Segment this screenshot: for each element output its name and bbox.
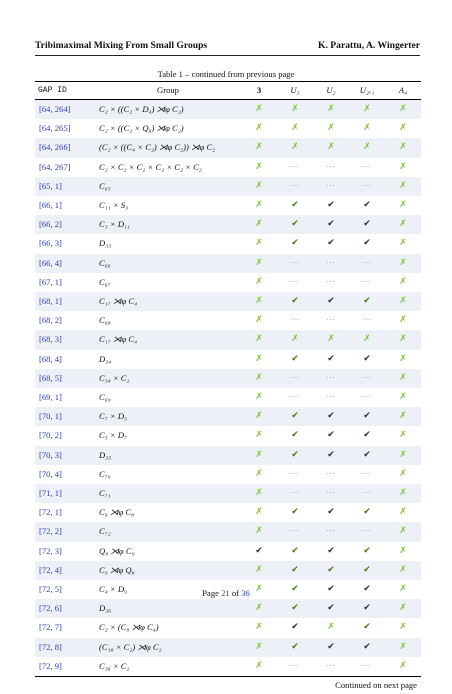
cross-icon: ✗ <box>241 254 277 273</box>
table-row <box>35 599 421 618</box>
ellipsis-icon: ··· <box>290 162 300 171</box>
cross-icon: ✗ <box>241 638 277 657</box>
check-icon: ✔ <box>363 622 371 633</box>
check-icon: ✔ <box>277 638 313 657</box>
table-row <box>35 561 421 580</box>
cross-icon: ✗ <box>255 276 263 287</box>
group-name: C₂ × (C₉ ⋊φ C₄) <box>99 622 159 633</box>
ellipsis-icon: ··· <box>326 162 336 171</box>
gap-id-link[interactable]: [64, 265] <box>39 123 71 134</box>
group-name: C₃₄ × C₂ <box>95 369 241 388</box>
cross-icon: ✗ <box>385 407 421 426</box>
ellipsis-icon: ··· <box>290 661 300 670</box>
cross-icon: ✗ <box>349 330 385 349</box>
cross-icon: ✗ <box>399 584 407 595</box>
table-row <box>35 465 421 484</box>
cross-icon: ✗ <box>399 468 407 479</box>
ellipsis-icon: ··· <box>277 522 313 541</box>
group-name: C₅ × D₇ <box>99 430 128 441</box>
ellipsis-icon: ··· <box>313 177 349 196</box>
check-icon: ✔ <box>277 215 313 234</box>
group-name: (C₁₈ × C₂) ⋊φ C₂ <box>95 638 241 657</box>
cross-icon: ✗ <box>241 484 277 503</box>
check-icon: ✔ <box>327 507 335 518</box>
table-header-row <box>35 82 421 100</box>
cross-icon: ✗ <box>241 138 277 157</box>
col-a4: A₄ <box>385 82 421 100</box>
check-icon: ✔ <box>277 599 313 618</box>
cross-icon: ✗ <box>385 638 421 657</box>
group-name: C₇₀ <box>99 468 111 479</box>
table-row <box>35 407 421 426</box>
check-icon: ✔ <box>363 545 371 556</box>
cross-icon: ✗ <box>385 215 421 234</box>
ellipsis-icon: ··· <box>349 484 385 503</box>
group-name: C₁₁ × S₃ <box>99 200 129 211</box>
gap-id-link[interactable]: [72, 6] <box>35 599 95 618</box>
gap-id-link[interactable]: [68, 4] <box>39 353 62 364</box>
cross-icon: ✗ <box>255 200 263 211</box>
col-3: 3 <box>241 82 277 100</box>
check-icon: ✔ <box>363 430 371 441</box>
gap-id-link[interactable]: [65, 1] <box>35 177 95 196</box>
cross-icon: ✗ <box>313 138 349 157</box>
cross-icon: ✗ <box>399 315 407 326</box>
ellipsis-icon: ··· <box>277 369 313 388</box>
ellipsis-icon: ··· <box>277 254 313 273</box>
check-icon: ✔ <box>327 238 335 249</box>
cross-icon: ✗ <box>399 276 407 287</box>
group-name: C₁₇ ⋊φ C₄ <box>95 330 241 349</box>
cross-icon: ✗ <box>241 407 277 426</box>
cross-icon: ✗ <box>385 330 421 349</box>
cross-icon: ✗ <box>385 138 421 157</box>
gap-id-link[interactable]: [72, 1] <box>39 507 62 518</box>
table-row <box>35 350 421 369</box>
cross-icon: ✗ <box>277 138 313 157</box>
cross-icon: ✗ <box>277 100 313 120</box>
cross-icon: ✗ <box>385 177 421 196</box>
cross-icon: ✗ <box>255 468 263 479</box>
cross-icon: ✗ <box>385 100 421 120</box>
running-header <box>35 40 420 56</box>
gap-id-link[interactable]: [68, 1] <box>35 292 95 311</box>
table-row <box>35 426 421 445</box>
cross-icon: ✗ <box>291 123 299 134</box>
cross-icon: ✗ <box>399 545 407 556</box>
cross-icon: ✗ <box>327 622 335 633</box>
cross-icon: ✗ <box>241 330 277 349</box>
table-row <box>35 484 421 503</box>
cross-icon: ✗ <box>399 123 407 134</box>
table-row <box>35 254 421 273</box>
page-total[interactable]: 36 <box>241 588 250 598</box>
cross-icon: ✗ <box>399 660 407 671</box>
table-row <box>35 503 421 522</box>
gap-id-link[interactable]: [72, 8] <box>35 638 95 657</box>
check-icon: ✔ <box>313 638 349 657</box>
check-icon: ✔ <box>277 292 313 311</box>
gap-id-link[interactable]: [66, 3] <box>39 238 62 249</box>
gap-id-link[interactable]: [66, 4] <box>35 254 95 273</box>
table-row <box>35 369 421 388</box>
cross-icon: ✗ <box>399 430 407 441</box>
gap-id-link[interactable]: [66, 1] <box>39 200 62 211</box>
check-icon: ✔ <box>363 200 371 211</box>
check-icon: ✔ <box>277 407 313 426</box>
check-icon: ✔ <box>349 561 385 580</box>
gap-id-link[interactable]: [68, 2] <box>39 315 62 326</box>
footer-of: of <box>229 588 242 598</box>
check-icon: ✔ <box>313 446 349 465</box>
cross-icon: ✗ <box>399 238 407 249</box>
ellipsis-icon: ··· <box>290 277 300 286</box>
gap-id-link[interactable]: [72, 2] <box>35 522 95 541</box>
gap-id-link[interactable]: [72, 3] <box>39 545 62 556</box>
check-icon: ✔ <box>313 599 349 618</box>
table-row <box>35 311 421 330</box>
ellipsis-icon: ··· <box>290 393 300 402</box>
check-icon: ✔ <box>313 407 349 426</box>
check-icon: ✔ <box>327 545 335 556</box>
group-name: C₃ × D₁₁ <box>95 215 241 234</box>
group-name: C₉ ⋊φ Q₈ <box>95 561 241 580</box>
cross-icon: ✗ <box>385 254 421 273</box>
check-icon: ✔ <box>363 584 371 595</box>
gap-id-link[interactable]: [64, 264] <box>35 100 95 120</box>
check-icon: ✔ <box>291 545 299 556</box>
check-icon: ✔ <box>363 238 371 249</box>
cross-icon: ✗ <box>255 161 263 172</box>
ellipsis-icon: ··· <box>326 277 336 286</box>
header-rule <box>35 55 420 56</box>
ellipsis-icon: ··· <box>326 661 336 670</box>
ellipsis-icon: ··· <box>362 393 372 402</box>
gap-id-link[interactable]: [70, 1] <box>35 407 95 426</box>
cross-icon: ✗ <box>255 353 263 364</box>
table-row <box>35 100 421 120</box>
gap-id-link[interactable]: [70, 2] <box>39 430 62 441</box>
cross-icon: ✗ <box>385 484 421 503</box>
ellipsis-icon: ··· <box>326 469 336 478</box>
cross-icon: ✗ <box>399 200 407 211</box>
cross-icon: ✗ <box>241 100 277 120</box>
group-name: C₆₆ <box>95 254 241 273</box>
check-icon: ✔ <box>327 200 335 211</box>
cross-icon: ✗ <box>255 584 263 595</box>
check-icon: ✔ <box>291 430 299 441</box>
group-name: C₂ × C₂ × C₂ × C₂ × C₂ × C₂ <box>99 161 202 172</box>
group-name: C₆₈ <box>99 315 111 326</box>
group-name: C₆₅ <box>95 177 241 196</box>
cross-icon: ✗ <box>241 599 277 618</box>
cross-icon: ✗ <box>277 330 313 349</box>
continued-row <box>35 677 421 694</box>
check-icon: ✔ <box>363 507 371 518</box>
cross-icon: ✗ <box>313 100 349 120</box>
cross-icon: ✗ <box>241 561 277 580</box>
check-icon: ✔ <box>291 584 299 595</box>
check-icon: ✔ <box>363 353 371 364</box>
group-name: C₇ × D₅ <box>95 407 241 426</box>
check-icon: ✔ <box>349 407 385 426</box>
cross-icon: ✗ <box>385 369 421 388</box>
check-icon: ✔ <box>291 622 299 633</box>
ellipsis-icon: ··· <box>362 661 372 670</box>
gap-id-link[interactable]: [70, 4] <box>39 468 62 479</box>
gap-id-link[interactable]: [64, 266] <box>35 138 95 157</box>
cross-icon: ✗ <box>385 599 421 618</box>
check-icon: ✔ <box>349 638 385 657</box>
table-row <box>35 542 421 561</box>
check-icon: ✔ <box>349 292 385 311</box>
table-row <box>35 196 421 215</box>
ellipsis-icon: ··· <box>349 369 385 388</box>
cross-icon: ✗ <box>385 292 421 311</box>
table-row <box>35 215 421 234</box>
ellipsis-icon: ··· <box>349 254 385 273</box>
cross-icon: ✗ <box>241 522 277 541</box>
check-icon: ✔ <box>277 561 313 580</box>
group-name: C₇₁ <box>95 484 241 503</box>
cross-icon: ✗ <box>255 622 263 633</box>
check-icon: ✔ <box>313 561 349 580</box>
group-name: C₇₂ <box>95 522 241 541</box>
cross-icon: ✗ <box>255 392 263 403</box>
group-name: D₃₆ <box>95 599 241 618</box>
cross-icon: ✗ <box>255 238 263 249</box>
table-row <box>35 158 421 177</box>
footer-prefix: Page <box>202 588 222 598</box>
table-row <box>35 618 421 637</box>
cross-icon: ✗ <box>385 446 421 465</box>
check-icon: ✔ <box>291 238 299 249</box>
table-row <box>35 273 421 292</box>
col-gap-id: GAP ID <box>35 82 95 100</box>
ellipsis-icon: ··· <box>349 177 385 196</box>
check-icon: ✔ <box>291 200 299 211</box>
gap-id-link[interactable]: [67, 1] <box>39 276 62 287</box>
gap-id-link[interactable]: [71, 1] <box>35 484 95 503</box>
check-icon: ✔ <box>349 446 385 465</box>
gap-id-link[interactable]: [64, 267] <box>39 161 71 172</box>
cross-icon: ✗ <box>255 315 263 326</box>
check-icon: ✔ <box>327 430 335 441</box>
group-name: C₂ × ((C₂ × Q₈) ⋊φ C₂) <box>99 123 184 134</box>
gap-id-link[interactable]: [72, 5] <box>39 584 62 595</box>
cross-icon: ✗ <box>399 392 407 403</box>
ellipsis-icon: ··· <box>313 484 349 503</box>
table-caption: Table 1 – continued from previous page <box>157 69 295 79</box>
cross-icon: ✗ <box>255 660 263 671</box>
gap-id-link[interactable]: [72, 9] <box>39 660 62 671</box>
cross-icon: ✗ <box>399 161 407 172</box>
cross-icon: ✗ <box>241 215 277 234</box>
group-name: C₂ × ((C₂ × D₄) ⋊φ C₂) <box>95 100 241 120</box>
table-row <box>35 138 421 157</box>
table-row <box>35 292 421 311</box>
ellipsis-icon: ··· <box>313 369 349 388</box>
group-name: D₃₄ <box>99 353 112 364</box>
gap-id-link[interactable]: [68, 3] <box>35 330 95 349</box>
check-icon: ✔ <box>349 215 385 234</box>
check-icon: ✔ <box>327 584 335 595</box>
gap-id-link[interactable]: [69, 1] <box>39 392 62 403</box>
continued-note: Continued on next page <box>35 677 421 694</box>
ellipsis-icon: ··· <box>290 469 300 478</box>
ellipsis-icon: ··· <box>290 316 300 325</box>
col-u3: U₃ <box>277 82 313 100</box>
col-group: Group <box>95 82 241 100</box>
ellipsis-icon: ··· <box>349 522 385 541</box>
cross-icon: ✗ <box>241 446 277 465</box>
header-authors: K. Parattu, A. Wingerter <box>318 40 420 51</box>
gap-id-link[interactable]: [70, 3] <box>35 446 95 465</box>
ellipsis-icon: ··· <box>277 177 313 196</box>
ellipsis-icon: ··· <box>313 254 349 273</box>
cross-icon: ✗ <box>327 123 335 134</box>
cross-icon: ✗ <box>241 292 277 311</box>
group-name: C₉ ⋊φ C₈ <box>99 507 135 518</box>
group-name: C₁₇ ⋊φ C₄ <box>95 292 241 311</box>
cross-icon: ✗ <box>255 507 263 518</box>
ellipsis-icon: ··· <box>362 316 372 325</box>
ellipsis-icon: ··· <box>277 484 313 503</box>
table-row <box>35 638 421 657</box>
group-name: C₆₉ <box>99 392 111 403</box>
table-row <box>35 657 421 677</box>
ellipsis-icon: ··· <box>313 522 349 541</box>
page-number[interactable]: 21 <box>221 588 230 598</box>
cross-icon: ✗ <box>313 330 349 349</box>
cross-icon: ✗ <box>399 353 407 364</box>
ellipsis-icon: ··· <box>326 316 336 325</box>
cross-icon: ✗ <box>349 100 385 120</box>
cross-icon: ✗ <box>385 522 421 541</box>
ellipsis-icon: ··· <box>362 469 372 478</box>
check-icon: ✔ <box>277 446 313 465</box>
check-icon: ✔ <box>327 353 335 364</box>
check-icon: ✔ <box>291 507 299 518</box>
cross-icon: ✗ <box>349 138 385 157</box>
table-row <box>35 388 421 407</box>
group-name: D₃₃ <box>99 238 112 249</box>
table-row <box>35 330 421 349</box>
table-row <box>35 522 421 541</box>
cross-icon: ✗ <box>399 507 407 518</box>
check-icon: ✔ <box>349 599 385 618</box>
check-icon: ✔ <box>291 353 299 364</box>
col-u2: U₂ <box>313 82 349 100</box>
cross-icon: ✗ <box>255 123 263 134</box>
cross-icon: ✗ <box>399 622 407 633</box>
cross-icon: ✗ <box>363 123 371 134</box>
ellipsis-icon: ··· <box>362 162 372 171</box>
table-row <box>35 234 421 253</box>
table-row <box>35 446 421 465</box>
group-name: C₃₆ × C₂ <box>99 660 130 671</box>
cross-icon: ✗ <box>255 430 263 441</box>
group-name: D₃₅ <box>95 446 241 465</box>
header-title: Tribimaximal Mixing From Small Groups <box>35 40 208 51</box>
group-name: C₆₇ <box>99 276 111 287</box>
check-icon: ✔ <box>313 292 349 311</box>
cross-icon: ✗ <box>241 369 277 388</box>
ellipsis-icon: ··· <box>362 277 372 286</box>
group-name: Q₈ ⋊φ C₉ <box>99 545 135 556</box>
check-icon: ✔ <box>313 215 349 234</box>
table-row <box>35 177 421 196</box>
page-footer <box>0 588 452 598</box>
groups-table <box>35 81 421 694</box>
gap-id-link[interactable]: [68, 5] <box>35 369 95 388</box>
cross-icon: ✗ <box>385 561 421 580</box>
gap-id-link[interactable]: [72, 4] <box>35 561 95 580</box>
ellipsis-icon: ··· <box>326 393 336 402</box>
gap-id-link[interactable]: [66, 2] <box>35 215 95 234</box>
check-icon: ✔ <box>255 545 263 556</box>
table-row <box>35 119 421 138</box>
cross-icon: ✗ <box>241 177 277 196</box>
group-name: (C₂ × ((C₄ × C₂) ⋊φ C₂)) ⋊φ C₂ <box>95 138 241 157</box>
gap-id-link[interactable]: [72, 7] <box>39 622 62 633</box>
group-name: C₄ × D₉ <box>99 584 128 595</box>
col-u2x1: U₂ₓ₁ <box>349 82 385 100</box>
